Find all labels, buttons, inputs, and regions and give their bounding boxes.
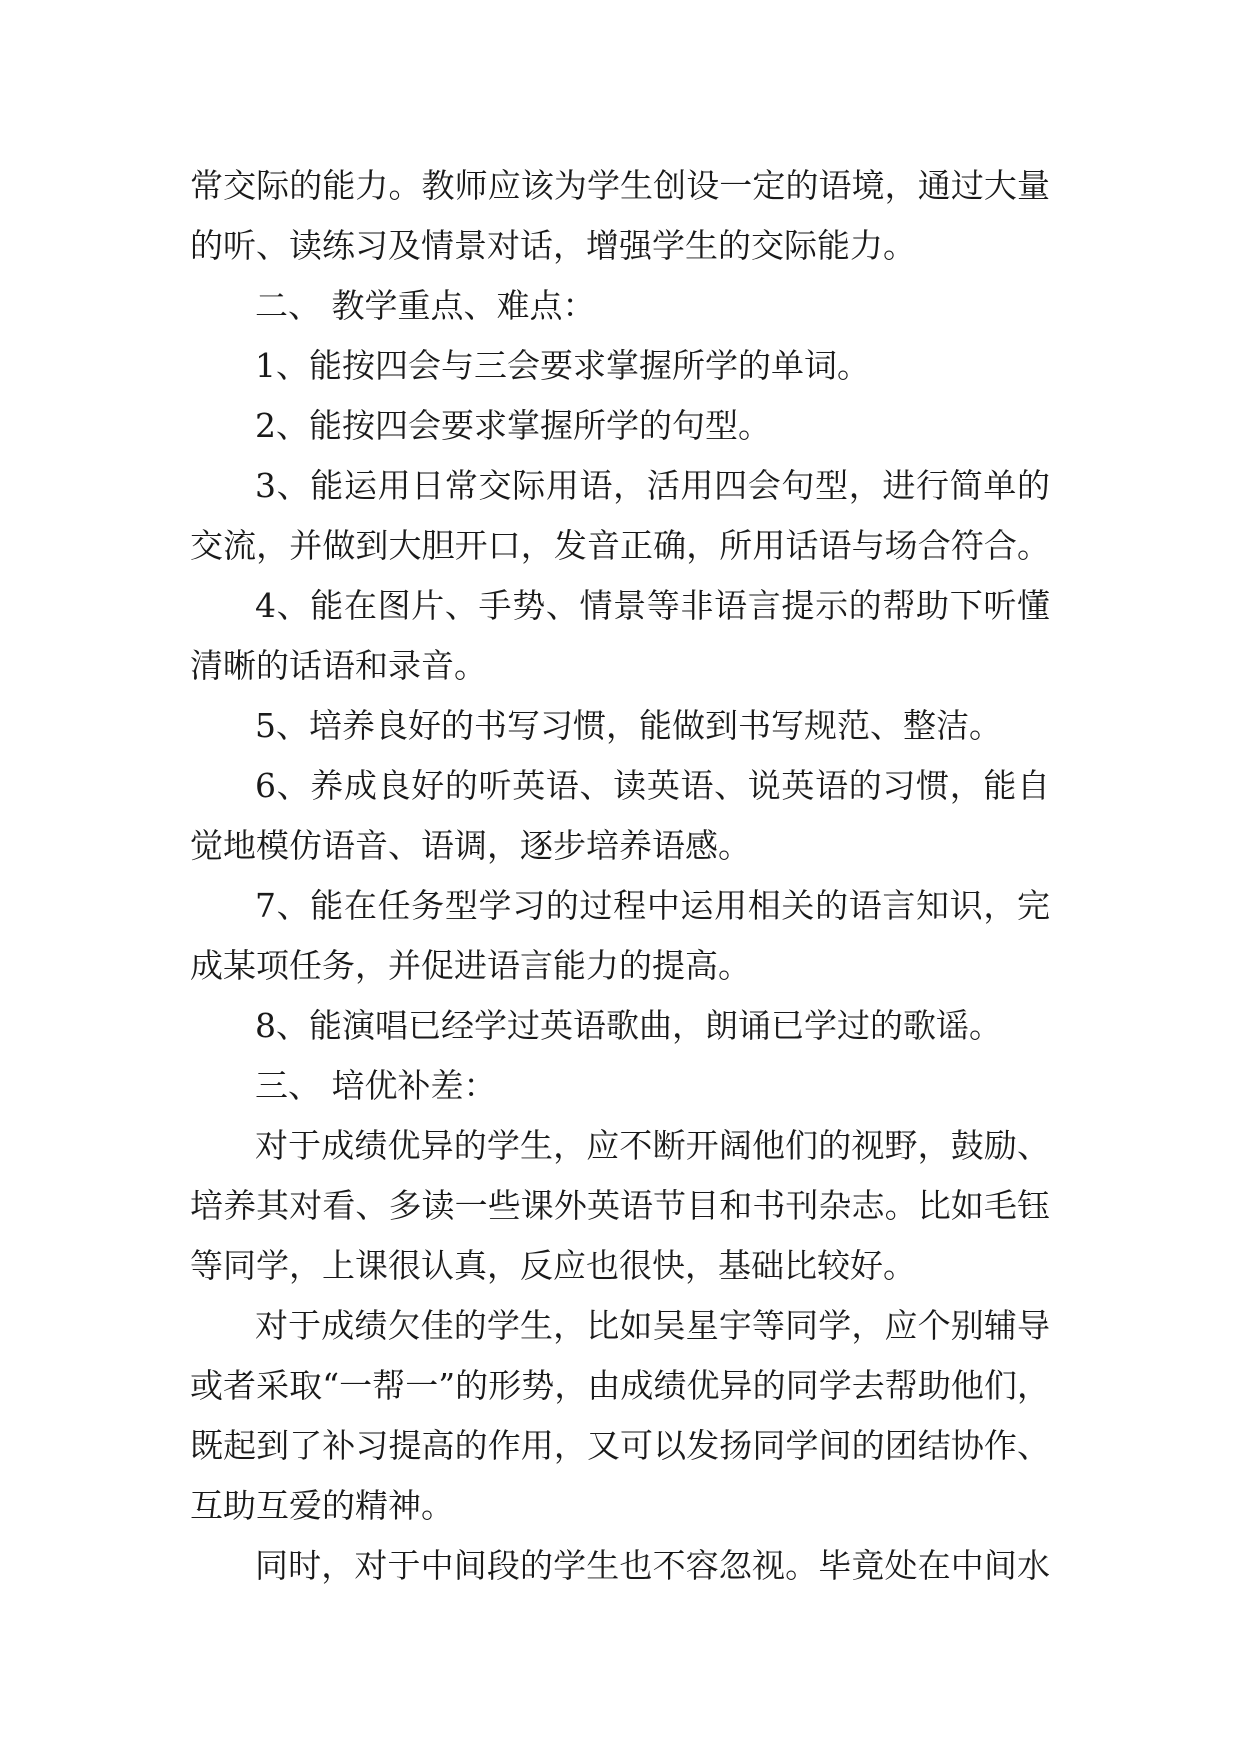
paragraph-line: 觉地模仿语音、语调，逐步培养语感。 (190, 826, 751, 865)
paragraph-line: 既起到了补习提高的作用，又可以发扬同学间的团结协作、 (190, 1426, 1050, 1465)
paragraph-line: 等同学，上课很认真，反应也很快，基础比较好。 (190, 1246, 916, 1285)
paragraph-line: 或者采取“一帮一”的形势，由成绩优异的同学去帮助他们， (190, 1366, 1050, 1405)
list-item: 3、能运用日常交际用语，活用四会句型，进行简单的 (255, 466, 1050, 505)
list-item: 2、能按四会要求掌握所学的句型。 (255, 406, 771, 445)
section-heading: 二、 教学重点、难点： (255, 286, 596, 325)
paragraph-line: 交流，并做到大胆开口，发音正确，所用话语与场合符合。 (190, 526, 1050, 565)
paragraph-line: 同时，对于中间段的学生也不容忽视。毕竟处在中间水 (255, 1546, 1050, 1585)
paragraph-line: 成某项任务，并促进语言能力的提高。 (190, 946, 751, 985)
list-item: 5、培养良好的书写习惯，能做到书写规范、整洁。 (255, 706, 1002, 745)
list-item: 6、养成良好的听英语、读英语、说英语的习惯，能自 (255, 766, 1050, 805)
list-item: 4、能在图片、手势、情景等非语言提示的帮助下听懂 (255, 586, 1050, 625)
paragraph-line: 清晰的话语和录音。 (190, 646, 487, 685)
section-heading: 三、 培优补差： (255, 1066, 497, 1105)
list-item: 7、能在任务型学习的过程中运用相关的语言知识，完 (255, 886, 1050, 925)
paragraph-line: 对于成绩欠佳的学生，比如吴星宇等同学，应个别辅导 (255, 1306, 1050, 1345)
paragraph-line: 对于成绩优异的学生，应不断开阔他们的视野，鼓励、 (255, 1126, 1050, 1165)
list-item: 1、能按四会与三会要求掌握所学的单词。 (255, 346, 870, 385)
list-item: 8、能演唱已经学过英语歌曲，朗诵已学过的歌谣。 (255, 1006, 1002, 1045)
paragraph-line: 互助互爱的精神。 (190, 1486, 454, 1525)
paragraph-line: 的听、读练习及情景对话，增强学生的交际能力。 (190, 226, 916, 265)
paragraph-line: 常交际的能力。教师应该为学生创设一定的语境，通过大量 (190, 166, 1050, 205)
paragraph-line: 培养其对看、多读一些课外英语节目和书刊杂志。比如毛钰 (190, 1186, 1050, 1225)
